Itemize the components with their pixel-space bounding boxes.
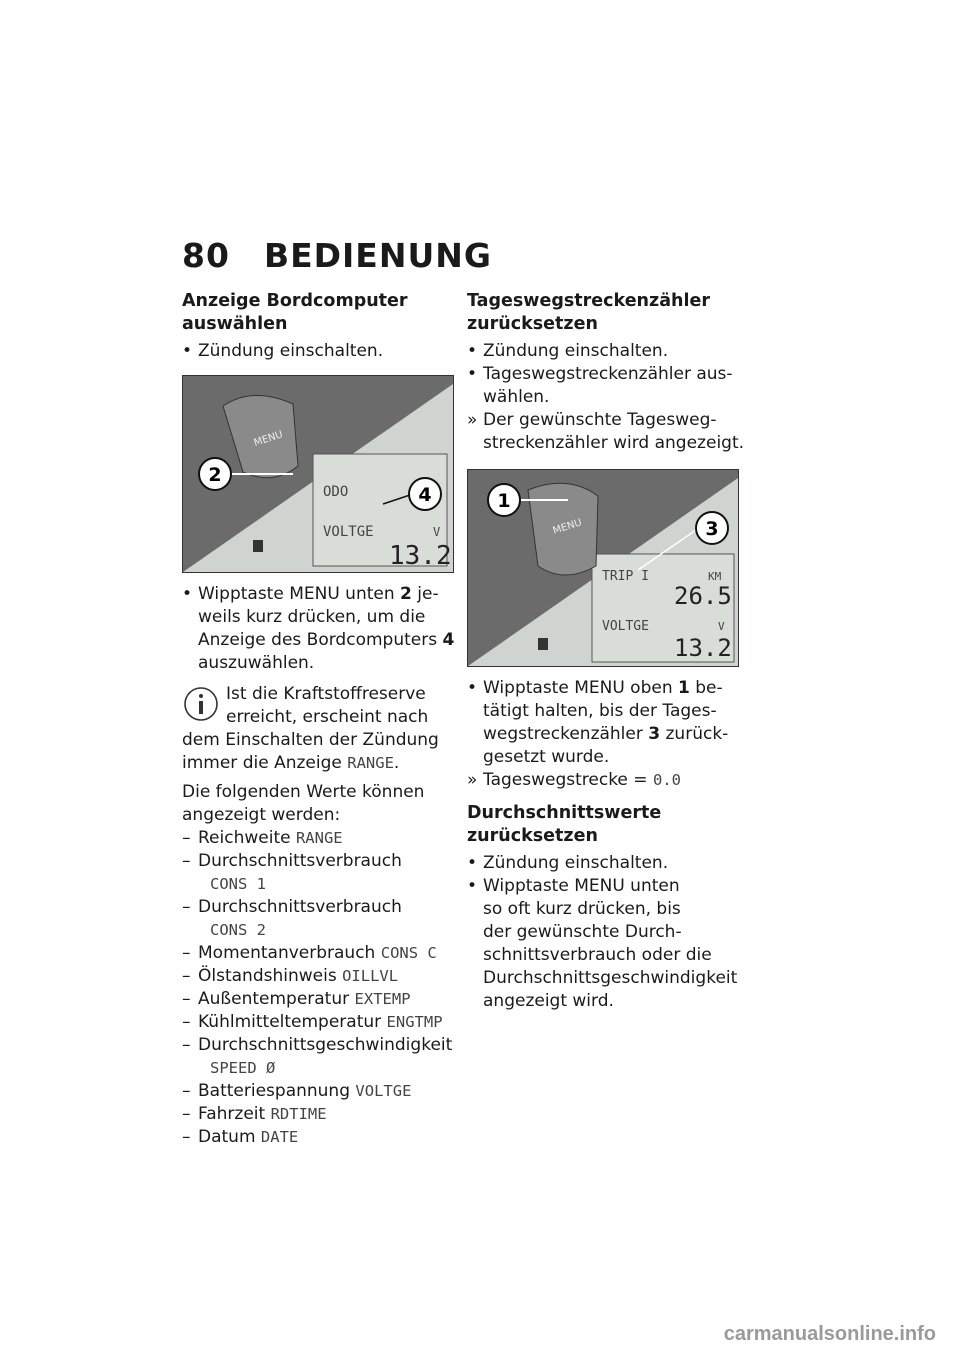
fuel-icon-2 <box>538 638 548 650</box>
section-heading-trip-reset: Tageswegstreckenzähler zurücksetzen <box>467 291 710 334</box>
lcd-odo: ODO <box>323 484 349 500</box>
lcd-value: 13.2 <box>389 541 452 571</box>
fuel-icon <box>253 540 263 552</box>
callout-4: 4 <box>418 484 432 506</box>
list-item: – Batteriespannung VOLTGE <box>182 1081 412 1101</box>
lcd-unit-v-2: V <box>718 620 725 633</box>
page-number: 80 <box>182 236 230 275</box>
list-item: – Reichweite RANGE <box>182 828 343 848</box>
lcd-voltge: VOLTGE <box>323 524 374 540</box>
lcd-unit-v: V <box>433 525 441 539</box>
list-item: – Ölstandshinweis OILLVL <box>182 966 399 986</box>
list-item: – Momentanverbrauch CONS C <box>182 943 437 963</box>
lcd-trip: TRIP I <box>602 569 649 584</box>
callout-3: 3 <box>705 518 719 540</box>
list-item: – Durchschnittsgeschwindigkeit SPEED Ø <box>182 1035 453 1077</box>
right-column <box>467 290 749 1013</box>
step-select-trip: • Tageswegstreckenzähler aus- wählen. <box>467 364 733 407</box>
step-ignition-3: • Zündung einschalten. <box>467 853 669 873</box>
cockpit-illustration-2 <box>468 470 738 666</box>
info-note: Ist die Kraftstoffreserve erreicht, erscheint nach dem Einschalten der Zündung immer die Anzeige RANGE. <box>182 684 439 773</box>
section-heading-averages-reset: Durchschnittswerte zurücksetzen <box>467 803 662 846</box>
callout-1: 1 <box>497 490 511 512</box>
left-column <box>182 290 464 1149</box>
step-ignition: • Zündung einschalten. <box>182 341 384 361</box>
callout-2: 2 <box>208 464 222 486</box>
list-item: – Fahrzeit RDTIME <box>182 1104 327 1124</box>
step-ignition-2: • Zündung einschalten. <box>467 341 669 361</box>
figure-menu-button-lower <box>182 375 454 573</box>
step-wipptaste-oben: • Wipptaste MENU oben 1 be- tätigt halten, bis der Tages- wegstreckenzähler 3 zurück- gesetzt wurde. <box>467 678 729 767</box>
list-item: – Durchschnittsverbrauch CONS 2 <box>182 897 402 939</box>
watermark: carmanualsonline.info <box>723 1323 936 1345</box>
lcd-value-2: 13.2 <box>674 634 732 662</box>
section-heading-bordcomputer: Anzeige Bordcomputer auswählen <box>182 291 408 334</box>
list-item: – Kühlmitteltemperatur ENGTMP <box>182 1012 443 1032</box>
lcd-unit-km: KM <box>708 570 722 583</box>
figure-menu-button-upper <box>467 469 739 667</box>
values-intro: Die folgenden Werte können angezeigt werden: <box>182 782 425 825</box>
values-list <box>182 827 464 1149</box>
step-wipptaste-unten-2: • Wipptaste MENU unten so oft kurz drücken, bis der gewünschte Durch- schnittsverbrauch oder die Durchschnittsgeschwindigkeit angezeigt wird. <box>467 876 738 1011</box>
result-trip-reset: » Tageswegstrecke = 0.0 <box>467 770 681 790</box>
info-icon <box>182 685 220 723</box>
lcd-voltge-2: VOLTGE <box>602 619 649 634</box>
step-wipptaste-unten: • Wipptaste MENU unten 2 je- weils kurz drücken, um die Anzeige des Bordcomputers 4 auszuwählen. <box>182 584 455 673</box>
lcd-trip-value: 26.5 <box>674 582 732 610</box>
page-title <box>182 236 492 275</box>
result-trip-shown: » Der gewünschte Tagesweg- streckenzähler wird angezeigt. <box>467 410 745 453</box>
cockpit-illustration-1 <box>183 376 453 572</box>
list-item: – Datum DATE <box>182 1127 299 1147</box>
list-item: – Durchschnittsverbrauch CONS 1 <box>182 851 402 893</box>
menu-label-2: MENU <box>551 517 584 537</box>
list-item: – Außentemperatur EXTEMP <box>182 989 411 1009</box>
chapter-title: BEDIENUNG <box>263 236 492 275</box>
menu-label: MENU <box>252 429 285 449</box>
